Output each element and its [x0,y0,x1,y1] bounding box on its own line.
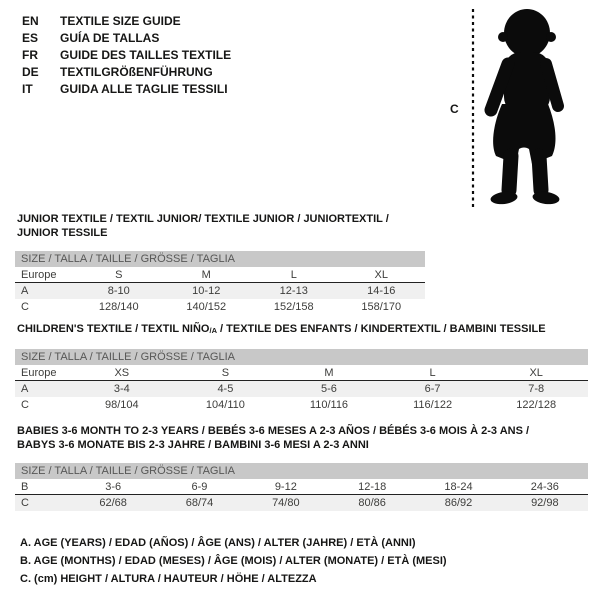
language-title: TEXTILGRÖßENFÜHRUNG [60,65,213,79]
table-row [15,381,588,397]
section-title-line2: BABYS 3-6 MONATE BIS 2-3 JAHRE / BAMBINI 3-6 MESI A 2-3 ANNI [17,439,369,451]
table-cell: 8-10 [107,285,130,297]
size-band-header: SIZE / TALLA / TAILLE / GRÖSSE / TAGLIA [15,251,425,267]
footnotes [20,534,447,588]
table-header-row [15,365,588,381]
table-cell: 92/98 [531,497,559,509]
row-label: C [21,497,29,509]
table-cell: 3-4 [113,383,130,395]
footnote-c: C. (cm) HEIGHT / ALTURA / HAUTEUR / HÖHE / ALTEZZA [20,573,317,585]
table-cell: 80/86 [358,497,386,509]
language-title: GUIDA ALLE TAGLIE TESSILI [60,82,228,96]
table-cell: 14-16 [367,285,396,297]
section-title-line1: BABIES 3-6 MONTH TO 2-3 YEARS / BEBÉS 3-6 MESES A 2-3 AÑOS / BÉBÉS 3-6 MOIS À 2-3 ANS / [17,425,530,437]
column-header: XL [529,367,543,379]
column-header: Europe [21,367,57,379]
column-header: M [201,269,211,281]
column-header: XS [114,367,130,379]
table-row [15,495,588,511]
row-label: C [21,399,29,411]
table-cell: 68/74 [185,497,214,509]
language-row-en [22,13,231,30]
row-label: B [21,481,29,493]
table-cell: 18-24 [444,481,473,493]
language-list [22,13,231,98]
language-title: GUIDE DES TAILLES TEXTILE [60,48,232,62]
column-header: S [221,367,230,379]
section-title [17,424,586,452]
column-header: M [324,367,334,379]
section-title: JUNIOR TEXTILE / TEXTIL JUNIOR/ TEXTILE JUNIOR / JUNIORTEXTIL / JUNIOR TESSILE [17,213,389,239]
height-label-c: C [450,102,459,116]
footnote-b: B. AGE (MONTHS) / EDAD (MESES) / ÂGE (MOIS) / ALTER (MONATE) / ETÀ (MESI) [20,555,447,567]
table-cell: 4-5 [217,383,234,395]
table-cell: 98/104 [104,399,139,411]
table-row [15,283,425,299]
table-cell: 158/170 [361,301,402,313]
table-cell: 3-6 [105,481,122,493]
section-junior [15,212,425,315]
language-title: GUÍA DE TALLAS [60,31,160,45]
table-cell: 6-7 [424,383,441,395]
table-cell: 152/158 [273,301,314,313]
language-code: IT [22,82,33,96]
table-row [15,397,588,413]
table-cell: 104/110 [205,399,245,411]
section-children [15,322,588,413]
language-title: TEXTILE SIZE GUIDE [60,14,181,28]
table-cell: 12-18 [358,481,387,493]
size-band-header: SIZE / TALLA / TAILLE / GRÖSSE / TAGLIA [15,463,588,479]
table-cell: 128/140 [98,301,139,313]
column-header: L [429,367,436,379]
language-row-es [22,30,231,47]
language-row-it [22,81,231,98]
section-title: CHILDREN'S TEXTILE / TEXTIL NIÑO/A / TEXTILE DES ENFANTS / KINDERTEXTIL / BAMBINI TESSILE [17,323,546,335]
language-code: FR [22,48,38,62]
table-row [15,299,425,315]
baby-silhouette [490,9,560,206]
table-cell: 5-6 [321,383,337,395]
table-cell: 74/80 [272,497,300,509]
column-header: XL [374,269,388,281]
size-band-header: SIZE / TALLA / TAILLE / GRÖSSE / TAGLIA [15,349,588,365]
table-cell: 9-12 [274,481,297,493]
row-label: A [21,383,29,395]
column-header: Europe [21,269,57,281]
table-cell: 24-36 [530,481,559,493]
language-code: ES [22,31,39,45]
column-header: L [290,269,297,281]
language-code: EN [22,14,39,28]
baby-silhouette-svg [470,6,575,212]
table-cell: 12-13 [279,285,308,297]
footnote-a: A. AGE (YEARS) / EDAD (AÑOS) / ÂGE (ANS) / ALTER (JAHRE) / ETÀ (ANNI) [20,537,416,549]
title-subscript: /A [209,326,217,335]
table-cell: 86/92 [444,497,473,509]
table-row [15,479,588,495]
table-cell: 7-8 [528,383,545,395]
column-header: S [115,269,123,281]
row-label: C [21,301,29,313]
table-cell: 116/122 [413,399,453,411]
language-row-fr [22,47,231,64]
row-label: A [21,285,29,297]
table-cell: 10-12 [192,285,221,297]
table-cell: 110/116 [309,399,349,411]
language-row-de [22,64,231,81]
table-cell: 140/152 [186,301,227,313]
table-cell: 62/68 [99,497,127,509]
table-cell: 6-9 [191,481,208,493]
baby-figure [448,6,578,212]
language-code: DE [22,65,39,79]
table-cell: 122/128 [516,399,557,411]
table-header-row [15,267,425,283]
section-babies [15,424,588,511]
